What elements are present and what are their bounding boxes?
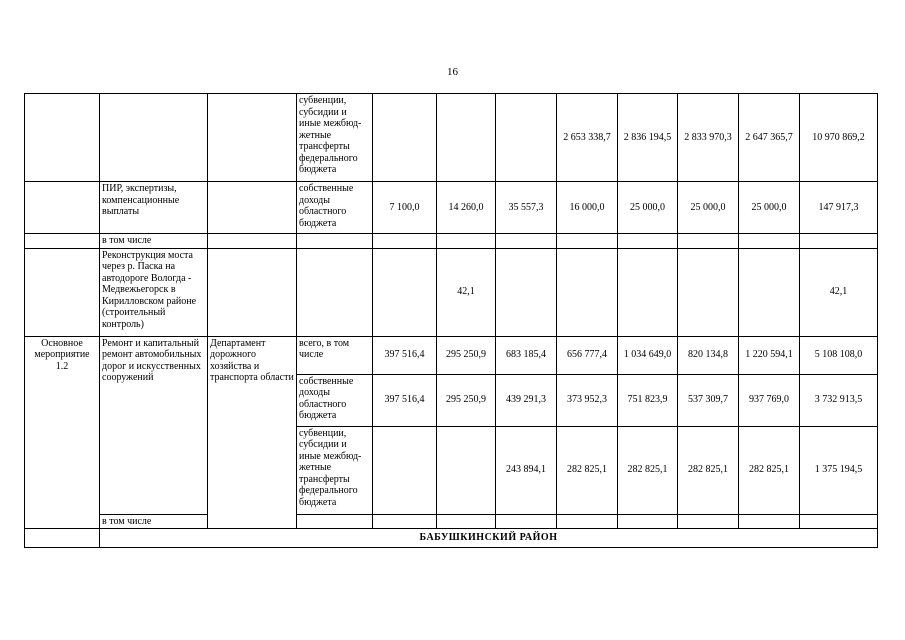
table-row [25,336,878,374]
name-cell: Ремонт и капитальный ремонт автомобильных дорог и искусственных сооружений [100,336,208,514]
value-cell: 295 250,9 [437,336,496,374]
name-cell [100,94,208,182]
total-cell: 147 917,3 [800,182,878,234]
executor-cell [208,182,297,234]
table-row [25,234,878,249]
measure-cell [25,182,100,234]
measure-cell: Основное мероприятие 1.2 [25,336,100,529]
value-cell: 2 833 970,3 [678,94,739,182]
value-cell: 1 220 594,1 [739,336,800,374]
value-cell: 25 000,0 [739,182,800,234]
value-cell: 2 653 338,7 [557,94,618,182]
value-cell: 2 836 194,5 [618,94,678,182]
value-cell: 14 260,0 [437,182,496,234]
total-cell: 3 732 913,5 [800,374,878,426]
executor-cell: Департамент дорожного хозяйства и транспорта области [208,336,297,529]
measure-cell [25,248,100,336]
value-cell: 7 100,0 [373,182,437,234]
value-cell: 282 825,1 [557,426,618,514]
value-cell: 537 309,7 [678,374,739,426]
value-cell: 282 825,1 [739,426,800,514]
total-cell: 42,1 [800,248,878,336]
value-cell: 937 769,0 [739,374,800,426]
value-cell [437,426,496,514]
value-cell [557,248,618,336]
value-cell: 35 557,3 [496,182,557,234]
total-cell: 5 108 108,0 [800,336,878,374]
value-cell: 397 516,4 [373,336,437,374]
value-cell: 282 825,1 [678,426,739,514]
value-cell: 751 823,9 [618,374,678,426]
measure-cell [25,529,100,548]
name-cell: Реконструкция моста через р. Паска на автодороге Вологда - Медвежьегорск в Кирилловском районе (строительный контроль) [100,248,208,336]
page-number: 16 [447,66,458,78]
name-cell: в том числе [100,234,208,249]
section-heading: БАБУШКИНСКИЙ РАЙОН [100,529,878,548]
measure-cell [25,94,100,182]
table-row [25,529,878,548]
value-cell: 397 516,4 [373,374,437,426]
source-cell: собственные доходы областного бюджета [297,374,373,426]
source-cell: субвенции, субсидии и иные межбюд-жетные трансферты федерального бюджета [297,426,373,514]
value-cell [678,248,739,336]
executor-cell [208,94,297,182]
measure-cell [25,234,100,249]
value-cell: 25 000,0 [678,182,739,234]
value-cell [739,248,800,336]
value-cell: 439 291,3 [496,374,557,426]
name-cell: ПИР, экспертизы, компенсационные выплаты [100,182,208,234]
budget-table [24,93,878,548]
total-cell: 1 375 194,5 [800,426,878,514]
value-cell: 1 034 649,0 [618,336,678,374]
table-row [25,248,878,336]
value-cell [373,94,437,182]
value-cell [496,248,557,336]
source-cell: субвенции, субсидии и иные межбюд-жетные трансферты федерального бюджета [297,94,373,182]
source-cell: всего, в том числе [297,336,373,374]
value-cell [373,426,437,514]
total-cell: 10 970 869,2 [800,94,878,182]
value-cell: 373 952,3 [557,374,618,426]
value-cell: 2 647 365,7 [739,94,800,182]
value-cell: 820 134,8 [678,336,739,374]
value-cell [373,248,437,336]
value-cell: 243 894,1 [496,426,557,514]
table-row [25,514,878,529]
value-cell: 25 000,0 [618,182,678,234]
value-cell: 656 777,4 [557,336,618,374]
table-row [25,94,878,182]
value-cell: 16 000,0 [557,182,618,234]
value-cell: 42,1 [437,248,496,336]
value-cell [496,94,557,182]
value-cell: 295 250,9 [437,374,496,426]
source-cell: собственные доходы областного бюджета [297,182,373,234]
value-cell: 282 825,1 [618,426,678,514]
value-cell [618,248,678,336]
value-cell: 683 185,4 [496,336,557,374]
name-cell: в том числе [100,514,208,529]
table-row [25,182,878,234]
value-cell [437,94,496,182]
